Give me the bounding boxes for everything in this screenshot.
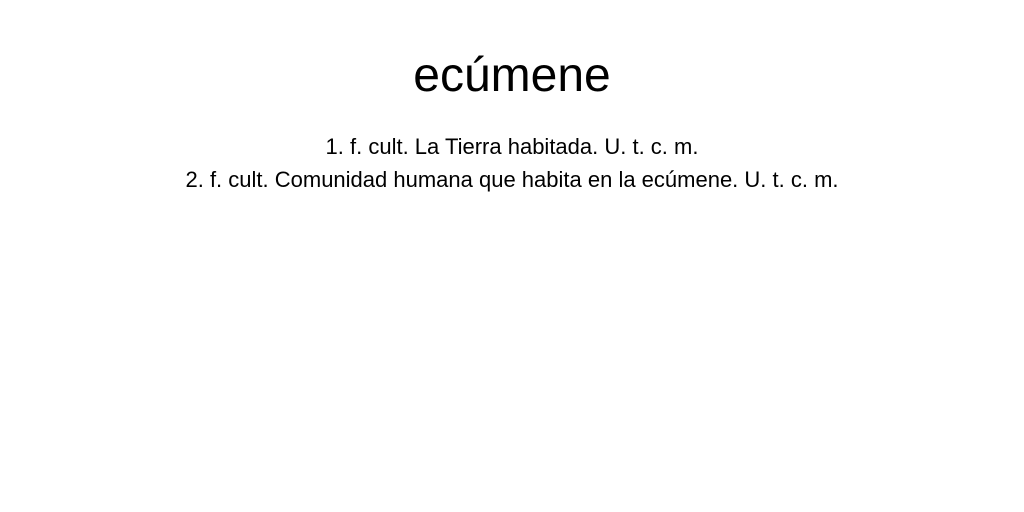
definition-1: 1. f. cult. La Tierra habitada. U. t. c. m. — [325, 134, 699, 159]
definition-2: 2. f. cult. Comunidad humana que habita en la ecúmene. U. t. c. m. — [185, 167, 839, 192]
headword: ecúmene — [413, 49, 611, 102]
definition-list — [0, 130, 1024, 196]
